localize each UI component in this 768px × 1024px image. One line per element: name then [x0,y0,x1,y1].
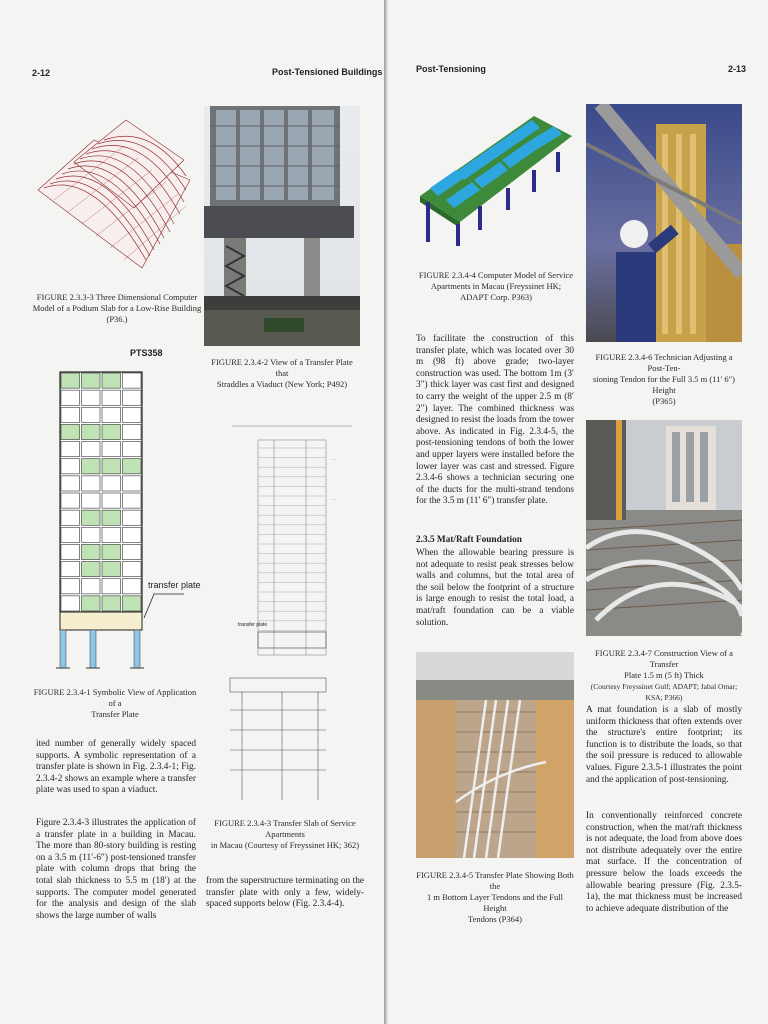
running-title: Post-Tensioning [416,64,486,74]
body-paragraph: ited number of generally widely spaced supports. A symbolic representation of a transfer plate is shown in Fig. 2.3.4-1; Fig. 2.3.4-2 shows an example where a transfer plate was used to span a viaduct. [36,739,196,796]
figure-caption: FIGURE 2.3.4-3 Transfer Slab of Service Apartments in Macau (Courtesy of Freyssinet HK; 362) [210,818,360,850]
service-apartments-computer-model [416,96,576,254]
page-number: 2-12 [32,68,51,78]
transfer-slab-section-drawing [222,420,362,812]
transfer-plate-label: transfer plate [148,580,201,590]
running-title: Post-Tensioned Buildings [272,67,383,77]
transfer-plate-small-label: transfer plate [238,622,268,628]
transfer-plate-tendons-photo [416,652,574,858]
pts-label: PTS358 [130,348,163,358]
body-paragraph: A mat foundation is a slab of mostly uniform thickness that often extends over the structure's entire footprint; its function is to distribute the loads, so that the soil pressure is reduced to allowable values. Figure 2.3.5-1 illustrates the point and the application of post-tensioning. [586,705,742,785]
body-paragraph: In conventionally reinforced concrete construction, when the mat/raft thickness is not adequate, the load from above does not distribute adequately over the entire mat surface. If the concentration of pressure below the loads exceeds the allowable bearing pressure (Fig. 2.3.5-1a), the mat thickness must be increased to achieve adequate distribution of the [586,811,742,914]
figure-caption: FIGURE 2.3.4-6 Technician Adjusting a Post-Ten- sioning Tendon for the Full 3.5 m (11′ 6″) Height (P365) [593,352,735,406]
transfer-plate-construction-photo [586,420,742,636]
podium-slab-model-figure [34,110,194,275]
figure-caption: FIGURE 2.3.3-3 Three Dimensional Computer Model of a Podium Slab for a Low-Rise Building (P36.) [32,292,202,324]
technician-adjusting-tendon-photo [586,104,742,342]
body-paragraph: When the allowable bearing pressure is not adequate to resist peak stresses below walls and columns, but the total area of the soil below the footprint of a structure is large enough to resist the total load, a mat/raft foundation can be a viable solution. [416,548,574,628]
figure-caption: FIGURE 2.3.4-2 View of a Transfer Plate that Straddles a Viaduct (New York; P492) [211,357,353,389]
symbolic-transfer-plate-diagram [44,368,214,674]
svg-text:—: — [332,496,336,501]
transfer-plate-viaduct-photo [204,106,360,346]
figure-caption: FIGURE 2.3.4-4 Computer Model of Service Apartments in Macau (Freyssinet HK; ADAPT Corp. P363) [418,270,574,302]
section-heading: 2.3.5 Mat/Raft Foundation [416,535,522,545]
figure-caption: FIGURE 2.3.4-7 Construction View of a Transfer Plate 1.5 m (5 ft) Thick (Courtesy Freyssinet Gulf; ADAPT; Jabal Omar; KSA; P366) [590,648,738,702]
body-paragraph: Figure 2.3.4-3 illustrates the application of a transfer plate in a building in Macau. The more than 80-story building is resting on a 3.5 m (11′-6″) post-tensioned transfer plate with column drops that bring the total slab thickness to 5.5 m (18′) at the supports. The computer model generated for the analysis and design of the slab shows the large number of walls [36,818,196,921]
figure-caption: FIGURE 2.3.4-1 Symbolic View of Application of a Transfer Plate [33,687,197,719]
page-number: 2-13 [728,64,747,74]
figure-caption: FIGURE 2.3.4-5 Transfer Plate Showing Both the 1 m Bottom Layer Tendons and the Full Height Tendons (P364) [416,870,574,924]
svg-text:—: — [332,456,336,461]
right-page [388,0,768,1024]
body-paragraph: from the superstructure terminating on the transfer plate with only a few, widely-spaced supports below (Fig. 2.3.4-4). [206,876,364,910]
body-paragraph: To facilitate the construction of this transfer plate, which was located over 30 m (98 ft) above grade; two-layer construction was used. The bottom 1m (3′ 3″) thick layer was cast first and designed to carry the weight of the upper 2.5 m (8′ 2″) layer. The combined thickness was designed to resist the loads from the tower above. As indicated in Fig. 2.3.4-5, the post-tensioning tendons of both the lower and upper layers were installed before the lower layer was cast and stressed. Figure 2.3.4-6 shows a technician securing one of the ducts for the multi-strand tendons for the 3.5 m (11′ 6″) transfer plate. [416,334,574,507]
